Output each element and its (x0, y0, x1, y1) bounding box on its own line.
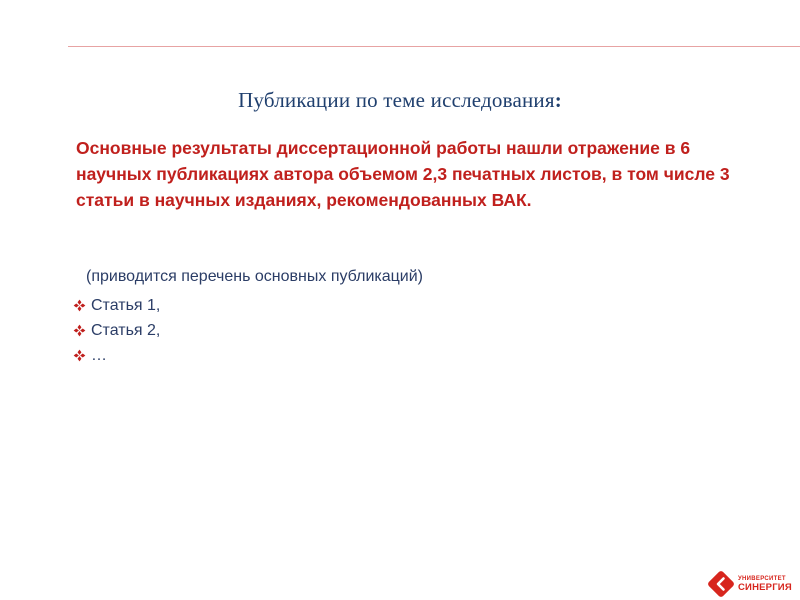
top-divider (68, 46, 800, 47)
list-item (73, 293, 160, 318)
list-item (73, 343, 160, 368)
slide-title (0, 88, 800, 113)
diamond-flower-icon (73, 349, 86, 362)
logo-line-university: УНИВЕРСИТЕТ (738, 575, 786, 582)
diamond-flower-icon (73, 299, 86, 312)
publication-label: Статья 2, (91, 322, 161, 339)
logo-line-synergy: СИНЕРГИЯ (738, 581, 792, 593)
publication-label: … (91, 347, 107, 364)
list-item (73, 318, 160, 343)
logo-text (738, 576, 792, 593)
university-logo (707, 570, 795, 598)
diamond-flower-icon (73, 324, 86, 337)
publication-label: Статья 1, (91, 297, 161, 314)
publications-list (73, 293, 160, 368)
title-colon: : (554, 88, 562, 112)
publications-note: (приводится перечень основных публикаций) (86, 268, 423, 285)
summary-text: Основные результаты диссертационной работы нашли отражение в 6 научных публикациях автора объемом 2,3 печатных листов, в том числе 3 статьи в научных изданиях, рекомендованных ВАК. (76, 138, 730, 210)
synergy-logo-icon (707, 570, 735, 598)
title-text: Публикации по теме исследования (238, 88, 555, 112)
